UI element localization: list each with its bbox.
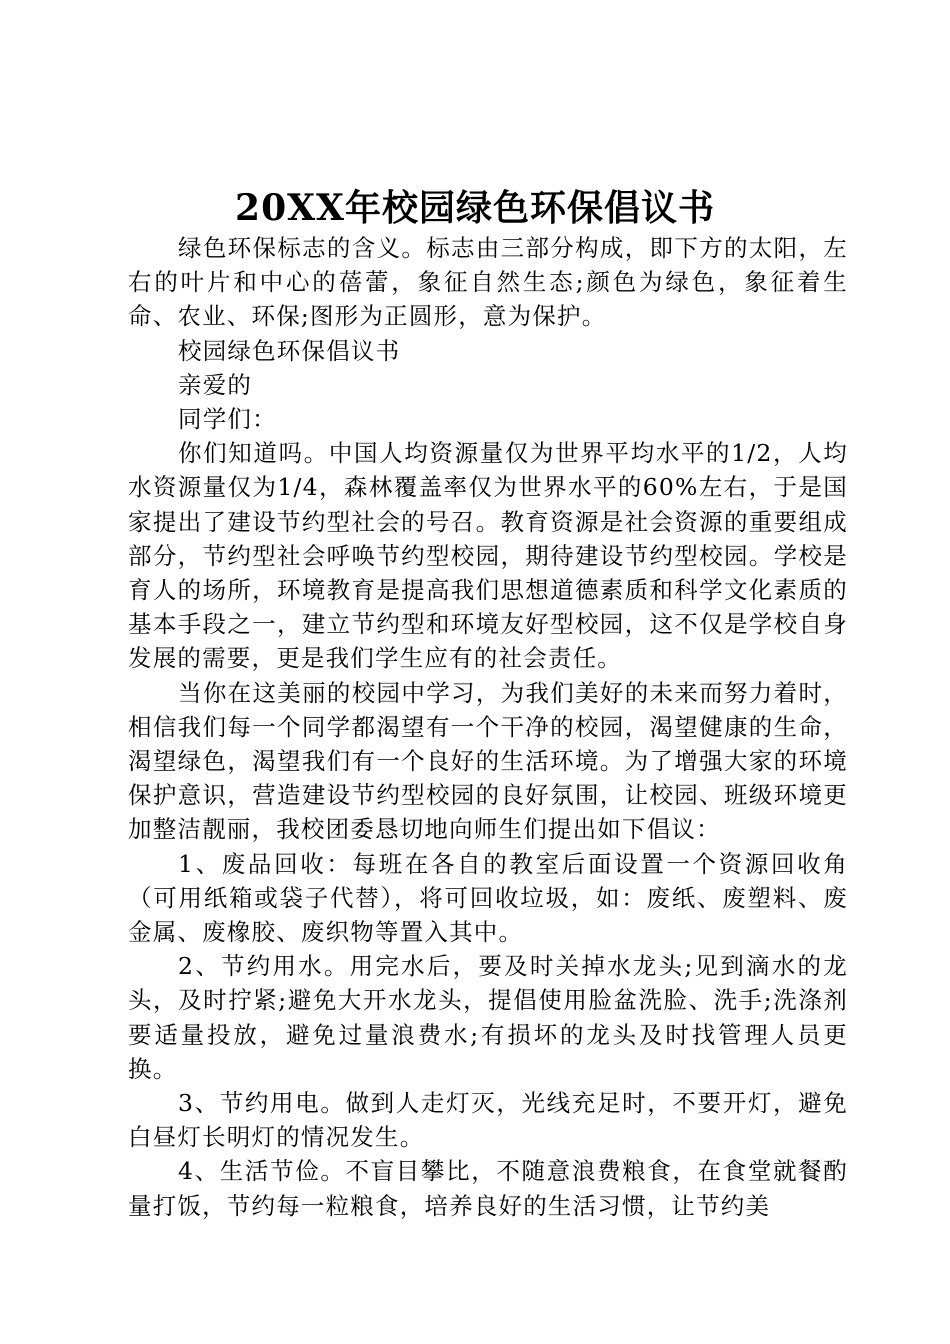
paragraph-item-3-electricity: 3、节约用电。做到人走灯灭，光线充足时，不要开灯，避免白昼灯长明灯的情况发生。 bbox=[128, 1089, 848, 1152]
paragraph-salutation-1: 亲爱的 bbox=[178, 370, 253, 399]
paragraph-item-1-recycling: 1、废品回收：每班在各自的教室后面设置一个资源回收角（可用纸箱或袋子代替），将可回收垃圾，如：废纸、废塑料、废金属、废橡胶、废织物等置入其中。 bbox=[128, 849, 848, 947]
paragraph-eco-logo-meaning: 绿色环保标志的含义。标志由三部分构成，即下方的太阳，左右的叶片和中心的蓓蕾，象征自然生态;颜色为绿色，象征着生命、农业、环保;图形为正圆形，意为保护。 bbox=[128, 234, 848, 331]
document-title: 20XX年校园绿色环保倡议书 bbox=[235, 187, 715, 229]
paragraph-resources: 你们知道吗。中国人均资源量仅为世界平均水平的1/2，人均水资源量仅为1/4，森林覆盖率仅为世界水平的60%左右，于是国家提出了建设节约型社会的号召。教育资源是社会资源的重要组成部分，节约型社会呼唤节约型校园，期待建设节约型校园。学校是育人的场所，环境教育是提高我们思想道德素质和科学文化素质的基本手段之一，建立节约型和环境友好型校园，这不仅是学校自身发展的需要，更是我们学生应有的社会责任。 bbox=[128, 439, 848, 673]
paragraph-item-2-water: 2、节约用水。用完水后，要及时关掉水龙头;见到滴水的龙头，及时拧紧;避免大开水龙头，提倡使用脸盆洗脸、洗手;洗涤剂要适量投放，避免过量浪费水;有损坏的龙头及时找管理人员更换。 bbox=[128, 952, 848, 1083]
paragraph-subtitle: 校园绿色环保倡议书 bbox=[178, 336, 401, 365]
paragraph-campus-environment: 当你在这美丽的校园中学习，为我们美好的未来而努力着时，相信我们每一个同学都渴望有一个干净的校园，渴望健康的生命，渴望绿色，渴望我们有一个良好的生活环境。为了增强大家的环境保护意识，营造建设节约型校园的良好氛围，让校园、班级环境更加整洁靓丽，我校团委恳切地向师生们提出如下倡议： bbox=[128, 678, 848, 844]
paragraph-item-4-frugality: 4、生活节俭。不盲目攀比，不随意浪费粮食，在食堂就餐酌量打饭，节约每一粒粮食，培养良好的生活习惯，让节约美 bbox=[128, 1157, 848, 1220]
paragraph-salutation-2: 同学们： bbox=[178, 405, 277, 434]
document-body bbox=[128, 231, 848, 1223]
